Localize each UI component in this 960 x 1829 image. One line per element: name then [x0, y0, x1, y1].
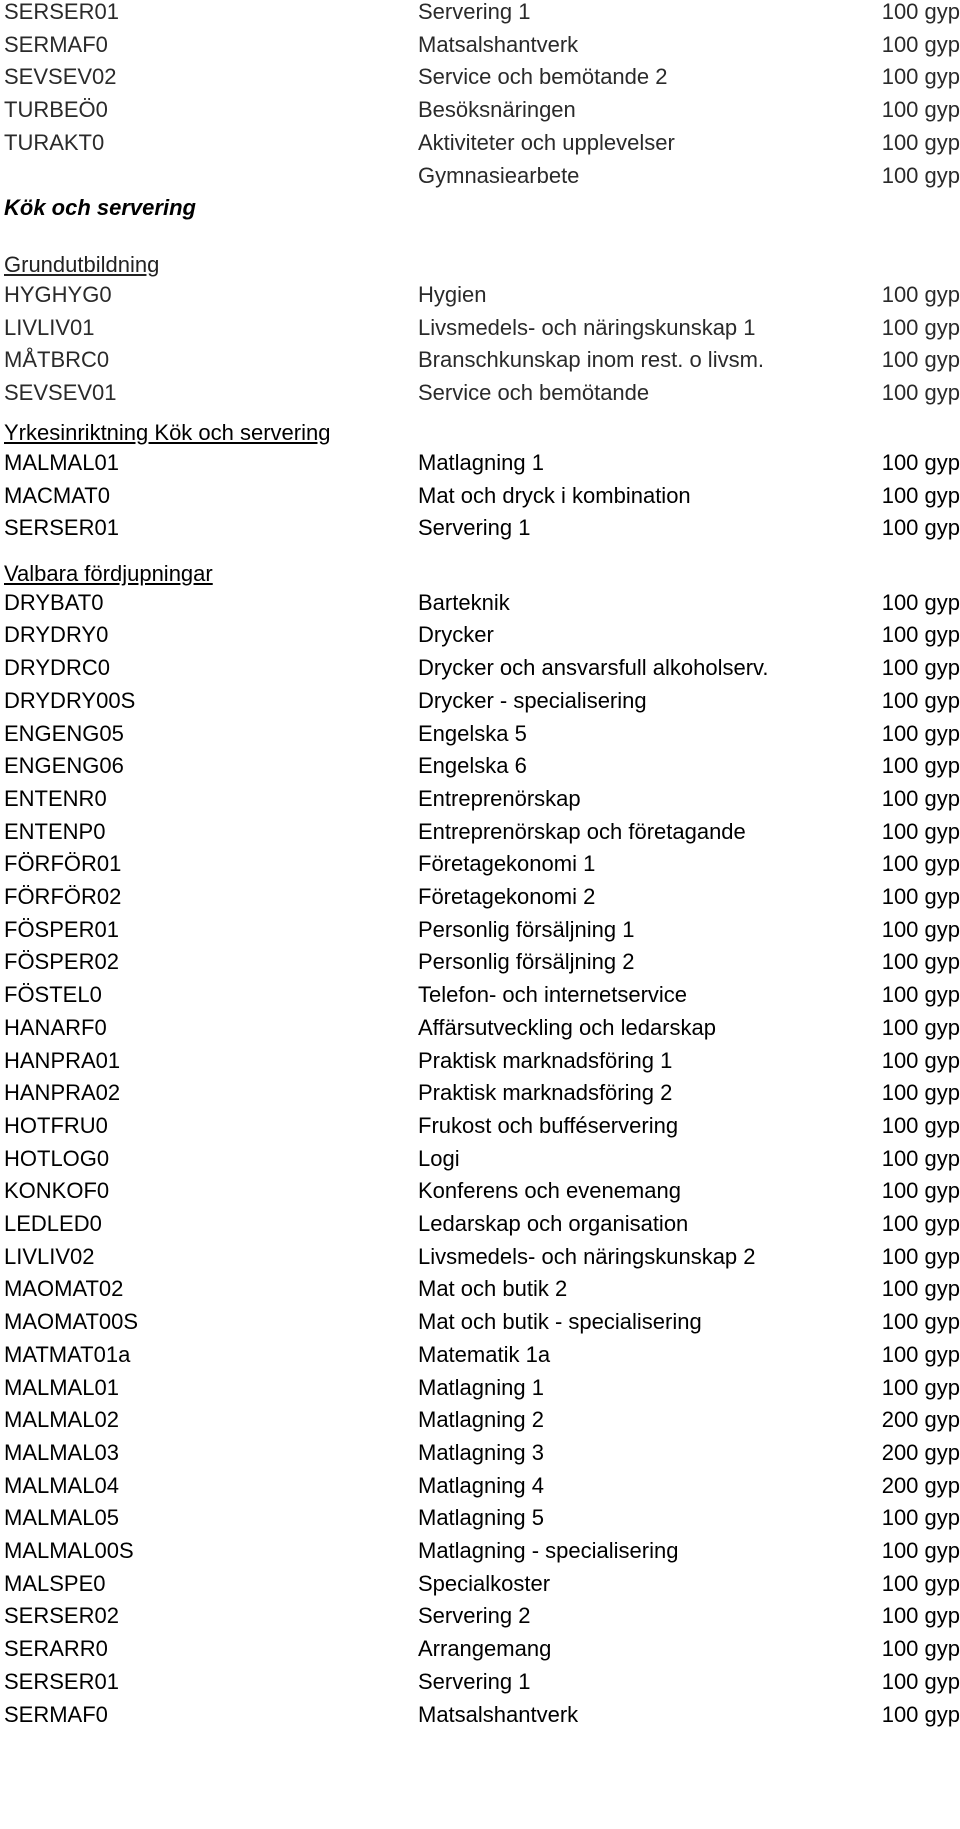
course-row [0, 96, 960, 129]
section-heading: Yrkesinriktning Kök och servering [4, 420, 331, 445]
course-row [0, 883, 960, 916]
course-row [0, 1308, 960, 1341]
course-code: MALMAL03 [4, 1439, 119, 1465]
course-name: Praktisk marknadsföring 2 [418, 1080, 673, 1106]
section-heading: Valbara fördjupningar [4, 561, 213, 586]
course-name: Hygien [418, 282, 487, 307]
course-code: KONKOF0 [4, 1178, 110, 1204]
course-row [0, 1701, 960, 1734]
course-row [0, 818, 960, 851]
course-row [0, 654, 960, 687]
course-code: TURBEÖ0 [4, 97, 108, 123]
course-row [0, 379, 960, 412]
course-code: MACMAT0 [4, 482, 110, 508]
course-points: 200 gyp [881, 1407, 960, 1433]
course-name: Servering 1 [418, 1668, 531, 1694]
course-row [0, 1047, 960, 1080]
course-code: FÖRFÖR02 [4, 884, 122, 909]
course-row [0, 449, 960, 482]
course-code: HANARF0 [4, 1014, 107, 1040]
course-name: Personlig försäljning 1 [418, 916, 635, 942]
course-points: 100 gyp [881, 655, 960, 681]
course-points: 100 gyp [881, 851, 960, 877]
course-code: DRYBAT0 [4, 589, 104, 615]
course-code: ENGENG06 [4, 753, 124, 779]
course-code: SERMAF0 [4, 31, 108, 57]
course-code: MALSPE0 [4, 1570, 106, 1596]
course-name: Företagekonomi 1 [418, 851, 596, 877]
course-points: 100 gyp [881, 1014, 960, 1040]
course-row [0, 621, 960, 654]
course-code: FÖRFÖR01 [4, 851, 122, 877]
course-row [0, 1243, 960, 1276]
course-points: 100 gyp [881, 1374, 960, 1400]
course-name: Mat och butik 2 [418, 1276, 568, 1302]
course-points: 100 gyp [881, 1538, 960, 1563]
course-code: MALMAL00S [4, 1538, 134, 1563]
course-row [0, 1112, 960, 1145]
course-code: LEDLED0 [4, 1211, 102, 1236]
course-points: 100 gyp [881, 687, 960, 713]
course-name: Personlig försäljning 2 [418, 949, 635, 975]
course-code: SERSER01 [4, 0, 119, 24]
course-name: Telefon- och internetservice [418, 982, 688, 1008]
course-code: MALMAL04 [4, 1472, 119, 1498]
course-name: Frukost och bufféservering [418, 1112, 679, 1138]
course-name: Servering 2 [418, 1603, 531, 1629]
course-code: HOTLOG0 [4, 1145, 110, 1171]
course-code: MAOMAT00S [4, 1309, 139, 1335]
course-points: 100 gyp [881, 1047, 960, 1073]
course-row [0, 948, 960, 981]
course-row [0, 1341, 960, 1374]
course-code: MALMAL05 [4, 1505, 119, 1531]
course-code: HANPRA02 [4, 1080, 121, 1106]
course-name: Matlagning - specialisering [418, 1538, 679, 1563]
course-code: FÖSTEL0 [4, 982, 102, 1008]
course-code: FÖSPER01 [4, 916, 119, 942]
course-name: Företagekonomi 2 [418, 884, 596, 909]
course-name: Entreprenörskap [418, 785, 581, 811]
course-points: 100 gyp [881, 97, 960, 123]
course-points: 100 gyp [881, 1276, 960, 1302]
course-points: 100 gyp [881, 380, 960, 406]
course-points: 100 gyp [881, 589, 960, 615]
course-code: SERARR0 [4, 1636, 108, 1662]
course-code: MALMAL02 [4, 1407, 119, 1433]
course-points: 100 gyp [881, 1243, 960, 1269]
course-name: Entreprenörskap och företagande [418, 818, 746, 844]
course-points: 100 gyp [881, 1505, 960, 1531]
course-code: LIVLIV01 [4, 314, 95, 340]
course-row [0, 1014, 960, 1047]
course-points: 100 gyp [881, 1112, 960, 1138]
course-name: Logi [418, 1145, 460, 1171]
course-points: 100 gyp [881, 1636, 960, 1662]
course-name: Matsalshantverk [418, 31, 579, 57]
course-points: 100 gyp [881, 347, 960, 373]
course-points: 100 gyp [881, 0, 960, 24]
course-points: 200 gyp [881, 1472, 960, 1498]
course-name: Service och bemötande [418, 380, 650, 406]
course-points: 100 gyp [881, 785, 960, 811]
course-points: 100 gyp [881, 1603, 960, 1629]
course-row [0, 1439, 960, 1472]
course-row [0, 0, 960, 31]
course-name: Livsmedels- och näringskunskap 2 [418, 1243, 756, 1269]
course-name: Branschkunskap inom rest. o livsm. [418, 347, 765, 373]
course-points: 100 gyp [881, 1145, 960, 1171]
course-row [0, 1504, 960, 1537]
course-points: 100 gyp [881, 162, 960, 188]
course-points: 100 gyp [881, 282, 960, 307]
course-name: Matlagning 5 [418, 1505, 544, 1531]
course-points: 100 gyp [881, 720, 960, 746]
course-points: 100 gyp [881, 1178, 960, 1204]
course-row [0, 514, 960, 547]
course-name: Arrangemang [418, 1636, 552, 1662]
course-row [0, 1472, 960, 1505]
course-code: SERMAF0 [4, 1701, 108, 1727]
course-row [0, 1635, 960, 1668]
course-name: Matsalshantverk [418, 1701, 579, 1727]
course-code: MALMAL01 [4, 450, 119, 475]
course-points: 100 gyp [881, 884, 960, 909]
course-row [0, 162, 960, 195]
course-code: SEVSEV02 [4, 64, 117, 90]
course-row [0, 916, 960, 949]
course-name: Servering 1 [418, 0, 531, 24]
course-points: 100 gyp [881, 129, 960, 155]
course-row [0, 1406, 960, 1439]
course-row [0, 1374, 960, 1407]
course-code: ENGENG05 [4, 720, 124, 746]
course-row [0, 1079, 960, 1112]
course-name: Barteknik [418, 589, 510, 615]
course-name: Aktiviteter och upplevelser [418, 129, 675, 155]
course-row [0, 1145, 960, 1178]
course-row [0, 63, 960, 96]
course-name: Matematik 1a [418, 1341, 551, 1367]
course-points: 100 gyp [881, 753, 960, 779]
course-row [0, 589, 960, 622]
course-name: Drycker och ansvarsfull alkoholserv. [418, 655, 769, 681]
course-code: LIVLIV02 [4, 1243, 95, 1269]
course-row [0, 31, 960, 64]
course-row [0, 1177, 960, 1210]
course-name: Mat och dryck i kombination [418, 482, 691, 508]
course-points: 100 gyp [881, 1341, 960, 1367]
course-row [0, 785, 960, 818]
course-name: Service och bemötande 2 [418, 64, 668, 90]
course-name: Praktisk marknadsföring 1 [418, 1047, 673, 1073]
course-name: Matlagning 1 [418, 1374, 544, 1400]
course-row [0, 1570, 960, 1603]
course-code: MALMAL01 [4, 1374, 119, 1400]
course-code: SERSER02 [4, 1603, 119, 1629]
course-code: MAOMAT02 [4, 1276, 124, 1302]
course-points: 100 gyp [881, 450, 960, 475]
course-points: 100 gyp [881, 1668, 960, 1694]
course-row [0, 346, 960, 379]
course-name: Matlagning 1 [418, 450, 544, 475]
course-row [0, 752, 960, 785]
course-code: HANPRA01 [4, 1047, 121, 1073]
course-row [0, 720, 960, 753]
course-points: 100 gyp [881, 949, 960, 975]
course-points: 200 gyp [881, 1439, 960, 1465]
course-name: Drycker [418, 622, 494, 648]
course-name: Specialkoster [418, 1570, 551, 1596]
section-heading: Grundutbildning [4, 252, 160, 277]
course-name: Mat och butik - specialisering [418, 1309, 702, 1335]
course-points: 100 gyp [881, 482, 960, 508]
course-name: Engelska 6 [418, 753, 527, 779]
course-row [0, 1210, 960, 1243]
course-points: 100 gyp [881, 31, 960, 57]
course-row [0, 687, 960, 720]
course-code: DRYDRC0 [4, 655, 110, 681]
course-name: Matlagning 4 [418, 1472, 544, 1498]
course-name: Engelska 5 [418, 720, 527, 746]
course-code: FÖSPER02 [4, 949, 119, 975]
course-code: HYGHYG0 [4, 282, 112, 307]
course-code: SEVSEV01 [4, 380, 117, 406]
course-points: 100 gyp [881, 515, 960, 541]
course-points: 100 gyp [881, 1211, 960, 1236]
course-row [0, 1275, 960, 1308]
course-points: 100 gyp [881, 1701, 960, 1727]
course-code: SERSER01 [4, 1668, 119, 1694]
course-name: Drycker - specialisering [418, 687, 647, 713]
course-row [0, 981, 960, 1014]
program-title: Kök och servering [4, 195, 196, 220]
course-row [0, 850, 960, 883]
course-row [0, 1602, 960, 1635]
course-name: Gymnasiearbete [418, 162, 580, 188]
course-code: MATMAT01a [4, 1341, 131, 1367]
course-points: 100 gyp [881, 1570, 960, 1596]
course-name: Ledarskap och organisation [418, 1211, 689, 1236]
course-name: Konferens och evenemang [418, 1178, 681, 1204]
course-name: Besöksnäringen [418, 97, 576, 123]
course-points: 100 gyp [881, 64, 960, 90]
course-name: Affärsutveckling och ledarskap [418, 1014, 716, 1040]
course-points: 100 gyp [881, 1309, 960, 1335]
course-points: 100 gyp [881, 982, 960, 1008]
course-name: Matlagning 3 [418, 1439, 544, 1465]
course-name: Livsmedels- och näringskunskap 1 [418, 314, 756, 340]
course-name: Servering 1 [418, 515, 531, 541]
course-points: 100 gyp [881, 818, 960, 844]
course-row [0, 281, 960, 314]
course-row [0, 482, 960, 515]
course-code: HOTFRU0 [4, 1112, 108, 1138]
course-row [0, 129, 960, 162]
course-code: DRYDRY00S [4, 687, 136, 713]
course-points: 100 gyp [881, 916, 960, 942]
course-row [0, 314, 960, 347]
course-code: SERSER01 [4, 515, 119, 541]
course-name: Matlagning 2 [418, 1407, 544, 1433]
course-row [0, 1668, 960, 1701]
course-code: ENTENP0 [4, 818, 106, 844]
course-code: MÅTBRC0 [4, 347, 110, 373]
course-points: 100 gyp [881, 314, 960, 340]
course-row [0, 1537, 960, 1570]
course-code: TURAKT0 [4, 129, 105, 155]
course-points: 100 gyp [881, 622, 960, 648]
course-points: 100 gyp [881, 1080, 960, 1106]
course-code: ENTENR0 [4, 785, 107, 811]
course-code: DRYDRY0 [4, 622, 109, 648]
